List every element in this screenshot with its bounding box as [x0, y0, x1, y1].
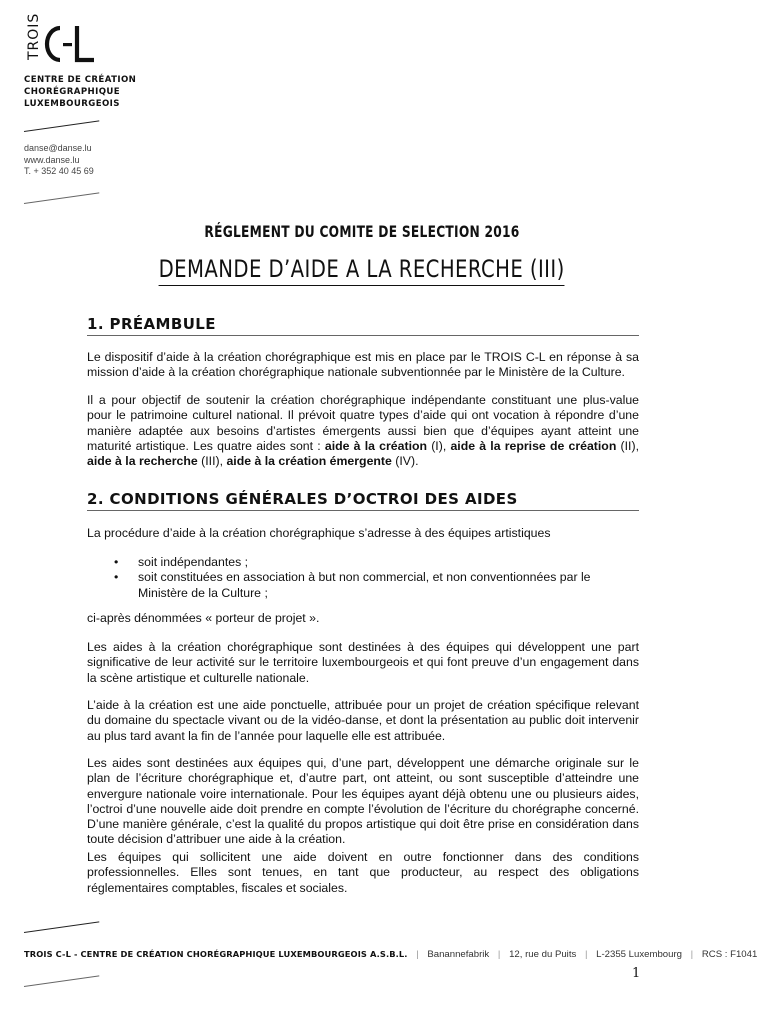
aid-type-3: aide à la recherche	[87, 454, 198, 469]
footer-organization: TROIS C-L - CENTRE DE CRÉATION CHORÉGRAPHIQUE LUXEMBOURGEOIS A.S.B.L.	[24, 949, 408, 959]
aid-type-4: aide à la création émergente	[226, 454, 392, 469]
footer-city: L-2355 Luxembourg	[596, 949, 682, 960]
org-line-2: CHORÉGRAPHIQUE	[24, 87, 121, 97]
header-rule-bottom	[24, 192, 99, 204]
section-2-paragraph-original: Les aides sont destinées aux équipes qui, d’une part, développent une démarche originale sur le plan de l’écriture chorégraphique et, d’autre part, ont atteint, ou sont susceptible d’atteindre une envergure nationale voire internationale. Pour les équipes ayant déjà obtenu une ou plusieurs aides, l’octroi d’une nouvelle aide doit prendre en compte l’évolution de l’écriture du chorégraphe concerné. D’une manière générale, c’est la qualité du propos artistique qui doit être prise en considération dans toute décision d’attribuer une aide à la création.	[87, 756, 639, 847]
section-2-paragraph-professional: Les équipes qui sollicitent une aide doivent en outre fonctionner dans des conditions professionnelles. Elles sont tenues, en tant que producteur, au respect des obligations réglementaires comptables, fiscales et sociales.	[87, 850, 639, 895]
porteur-de-projet-note: ci-après dénommées « porteur de projet ».	[87, 611, 320, 625]
section-2-intro: La procédure d’aide à la création chorégraphique s’adresse à des équipes artistiques	[87, 526, 551, 540]
footer-rcs: RCS : F1041	[701, 949, 757, 960]
logo-mark	[42, 22, 98, 66]
section-2-paragraph-teams: Les aides à la création chorégraphique sont destinées à des équipes qui développent une part significative de leur activité sur le territoire luxembourgeois et qui font preuve d’un engagement dans la scène artistique et culturelle nationale.	[87, 640, 639, 685]
footer: TROIS C-L - CENTRE DE CRÉATION CHORÉGRAPHIQUE LUXEMBOURGEOIS A.S.B.L. | Banannefabrik | 12, rue du Puits | L-2355 Luxembourg | RCS : F1041	[24, 949, 757, 960]
header-rule-top	[24, 120, 99, 132]
document-title	[0, 222, 724, 286]
aid-type-1: aide à la création	[324, 438, 428, 453]
contact-email: danse@danse.lu	[24, 143, 92, 153]
page-number: 1	[632, 966, 641, 981]
footer-rule-bottom	[24, 975, 99, 987]
footer-place: Banannefabrik	[427, 949, 490, 960]
org-line-3: LUXEMBOURGEOIS	[24, 99, 120, 109]
title-line-2: DEMANDE D’AIDE A LA RECHERCHE (III)	[159, 255, 565, 286]
bullet-icon: •	[114, 570, 119, 585]
bullet-icon: •	[114, 555, 119, 569]
section-2-heading: 2. CONDITIONS GÉNÉRALES D’OCTROI DES AIDES	[87, 490, 639, 511]
conditions-list	[114, 555, 639, 601]
title-line-1: RÉGLEMENT DU COMITE DE SELECTION 2016	[204, 222, 520, 241]
section-1-paragraph-2: Il a pour objectif de soutenir la création chorégraphique indépendante constituant une plus-value pour le patrimoine culturel national. Il prévoit quatre types d’aide qui ont vocation à répondre d’une manière adaptée aux besoins d’artistes émergents aussi bien que d’équipes ayant atteint une maturité artistique. Les quatre aides sont : aide à la création (I), aide à la reprise de création (II), aide à la recherche (III), aide à la création émergente (IV).	[87, 393, 639, 469]
section-1-heading: 1. PRÉAMBULE	[87, 315, 639, 336]
org-line-1: CENTRE DE CRÉATION	[24, 75, 137, 85]
footer-rule-top	[24, 921, 99, 933]
contact-phone: T. + 352 40 45 69	[24, 166, 94, 176]
aid-type-2: aide à la reprise de création	[450, 438, 617, 453]
list-item: • soit indépendantes ;	[114, 555, 249, 569]
contact-block	[24, 143, 94, 178]
contact-website: www.danse.lu	[24, 154, 80, 165]
logo-organization-name	[24, 74, 136, 110]
list-item: • soit constituées en association à but non commercial, et non conventionnées par le Ministère de la Culture ;	[114, 570, 591, 600]
section-2-paragraph-aid: L’aide à la création est une aide ponctuelle, attribuée pour un projet de création spécifique relevant du domaine du spectacle vivant ou de la vidéo-danse, et dont la présentation au public doit intervenir au plus tard avant la fin de l’année pour laquelle elle est attribuée.	[87, 698, 639, 743]
logo-trois-text: TROIS	[26, 12, 42, 60]
section-1-paragraph-1: Le dispositif d’aide à la création chorégraphique est mis en place par le TROIS C-L en réponse à sa mission d’aide à la création chorégraphique nationale subventionnée par le Ministère de la Culture.	[87, 350, 639, 380]
footer-street: 12, rue du Puits	[509, 949, 577, 960]
